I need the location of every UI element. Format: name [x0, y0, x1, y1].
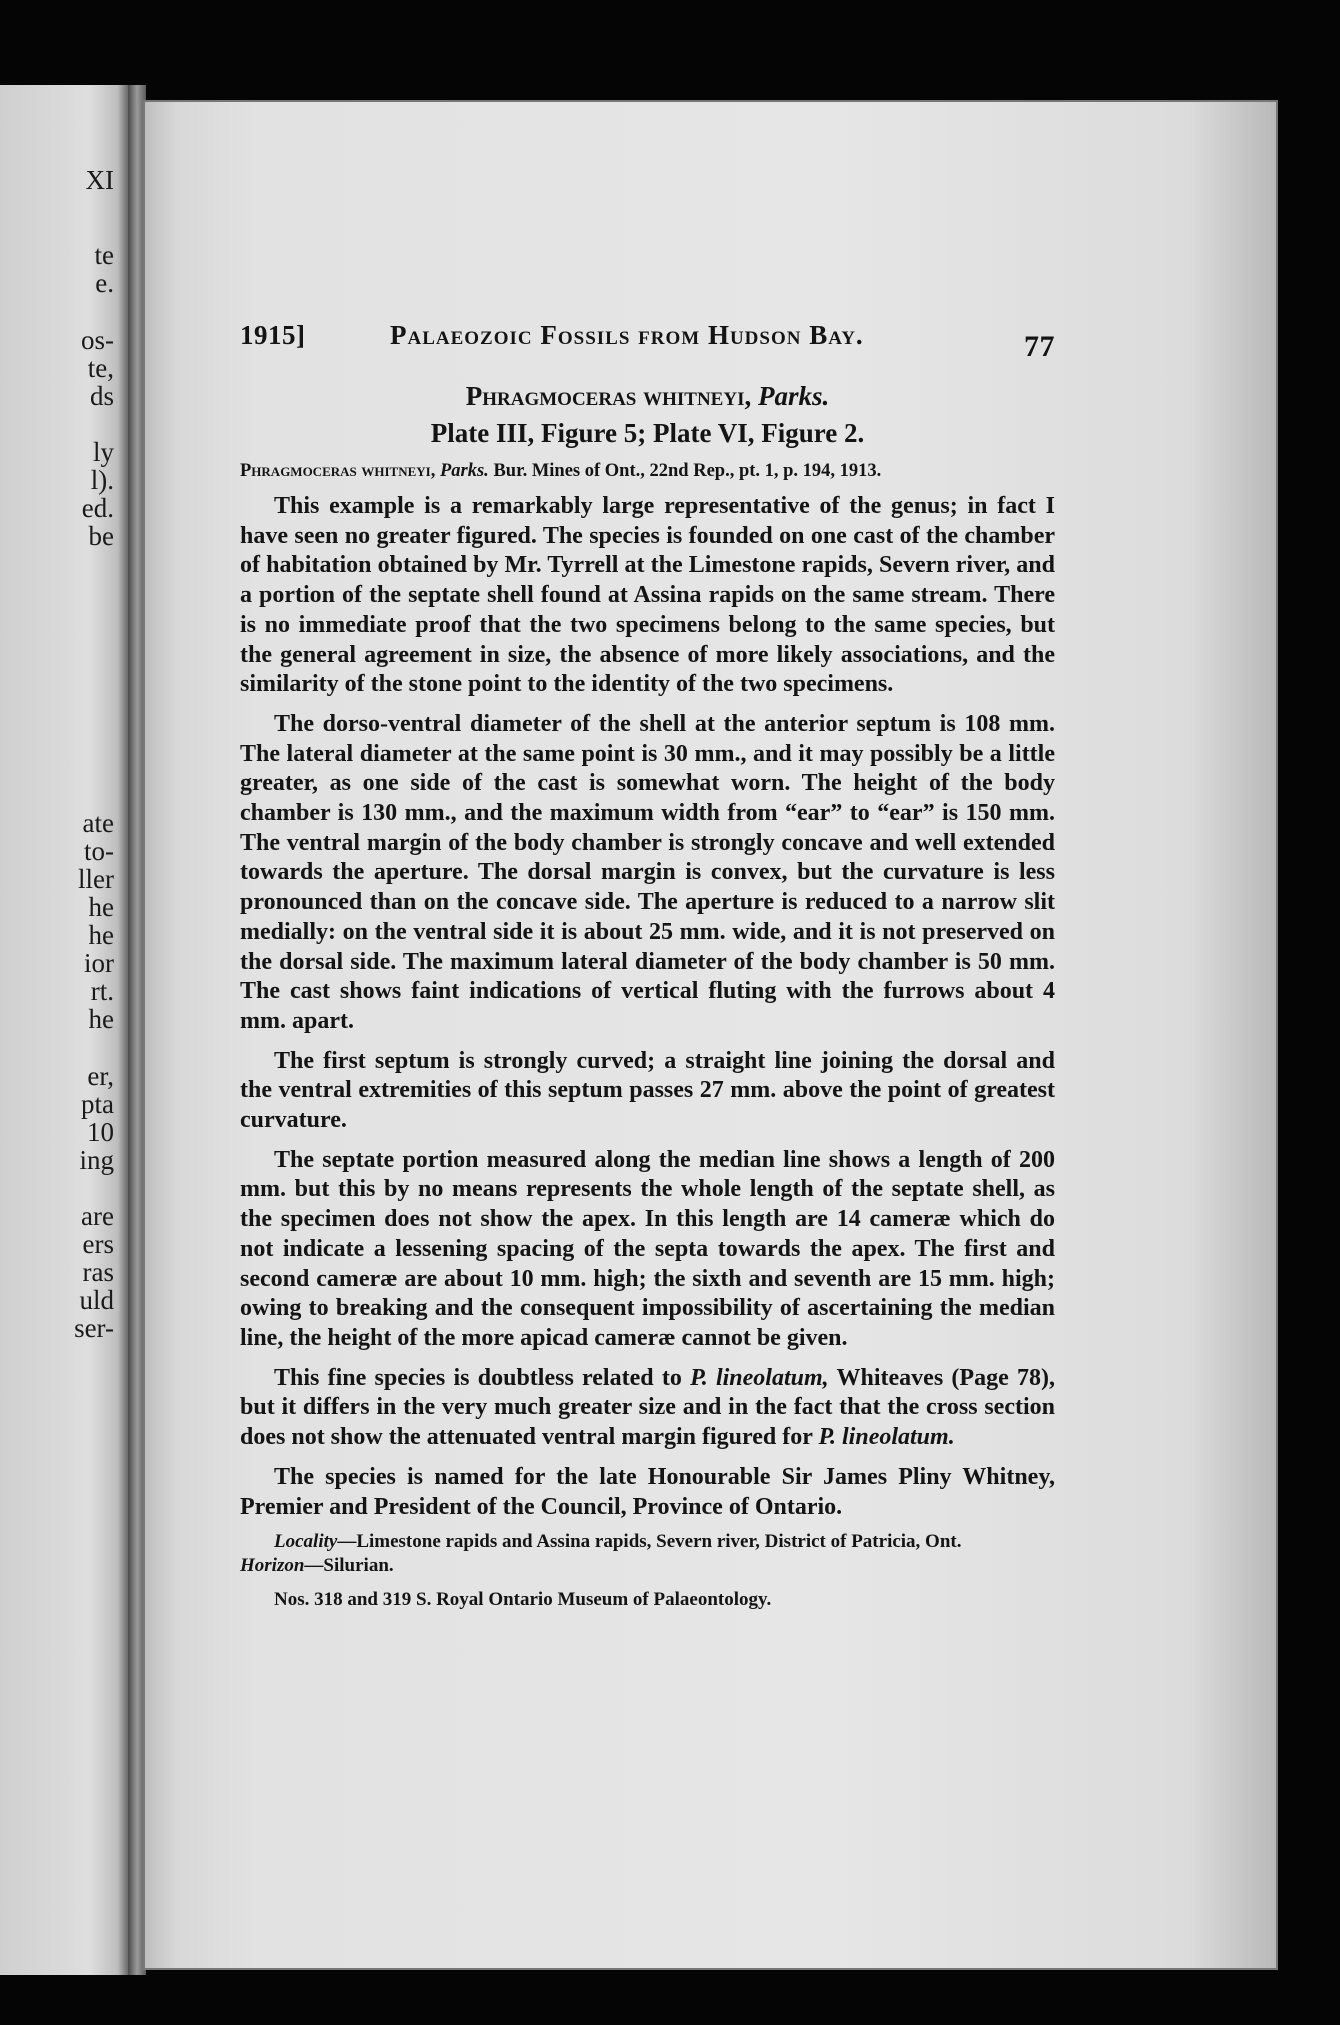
- facing-page-fragment: ior: [84, 948, 114, 978]
- header-title: Palaeozoic Fossils from Hudson Bay.: [390, 320, 864, 350]
- locality-label: Locality: [274, 1531, 338, 1553]
- facing-page-fragment: ing: [79, 1145, 114, 1175]
- species-heading: [240, 378, 1055, 414]
- facing-page-fragment: ers: [82, 1229, 114, 1259]
- facing-page-fragment: te,: [87, 353, 114, 383]
- paragraph-dimensions: The dorso-ventral diameter of the shell at the anterior septum is 108 mm. The lateral diameter at the same point is 30 mm., and it may possibly be a little greater, as one side of the cast is somewhat worn. The height of the body chamber is 130 mm., and the maximum width from “ear” to “ear” is 150 mm. The ventral margin of the body chamber is strongly concave and well extended towards the aperture. The dorsal margin is convex, but the curvature is less pronounced than on the concave side. The aperture is reduced to a narrow slit medially: on the ventral side it is about 25 mm. wide, and it is not preserved on the dorsal side. The maximum lateral diameter of the body chamber is 50 mm. The cast shows faint indications of vertical fluting with the furrows about 4 mm. apart.: [240, 710, 1055, 1034]
- facing-page-fragment: rt.: [90, 976, 114, 1006]
- related-text-middle: Whiteaves (Page 78), but it differs in the very much greater size and in the fact that the cross section does not show the attenuated ventral margin figured for: [240, 1364, 1056, 1451]
- locality-text: —Limestone rapids and Assina rapids, Severn river, District of Patricia, Ont.: [337, 1531, 962, 1553]
- facing-page-fragment: ly: [92, 437, 114, 467]
- paragraph-septate-portion: The septate portion measured along the median line shows a length of 200 mm. but this by no means represents the whole length of the septate shell, as the specimen does not show the apex. In this length are 14 cameræ which do not indicate a lessening spacing of the septa towards the apex. The first and second cameræ are about 10 mm. high; the sixth and seventh are 15 mm. high; owing to breaking and the consequent impossibility of ascertaining the median line, the height of the more apicad cameræ cannot be given.: [240, 1146, 1055, 1351]
- facing-page-fragment: he: [88, 892, 114, 922]
- paragraph-description: This example is a remarkably large representative of the genus; in fact I have seen no greater figured. The species is founded on one cast of the chamber of habitation obtained by Mr. Tyrrell at the Limestone rapids, Severn river, and a portion of the septate shell found at Assina rapids on the same stream. There is no immediate proof that the two specimens belong to the same species, but the general agreement in size, the absence of more likely associations, and the similarity of the stone point to the identity of the two specimens.: [240, 493, 1055, 698]
- facing-page-edge: [0, 85, 128, 1975]
- paragraph-naming: The species is named for the late Honourable Sir James Pliny Whitney, Premier and President of the Council, Province of Ontario.: [240, 1463, 1055, 1520]
- facing-page-fragment: pta: [81, 1089, 114, 1119]
- facing-page-fragment: uld: [79, 1285, 114, 1315]
- species-name: Phragmoceras whitneyi,: [465, 381, 752, 411]
- citation-reference: Bur. Mines of Ont., 22nd Rep., pt. 1, p. 194, 1913.: [493, 461, 882, 481]
- facing-page-fragment: XI: [85, 165, 114, 195]
- facing-page-fragment: ds: [89, 381, 114, 411]
- facing-page-fragment: ate: [82, 808, 114, 838]
- facing-page-fragment: be: [88, 521, 114, 551]
- facing-page-fragment: are: [81, 1201, 114, 1231]
- related-species-1: P. lineolatum,: [690, 1364, 829, 1391]
- facing-page-fragment: ras: [82, 1257, 114, 1287]
- facing-page-fragment: he: [88, 920, 114, 950]
- facing-page-fragment: he: [88, 1004, 114, 1034]
- facing-page-fragment: e.: [95, 268, 114, 298]
- synonymy-citation: [240, 456, 1055, 486]
- horizon-text: —Silurian.: [304, 1555, 394, 1577]
- species-author: Parks.: [757, 381, 830, 411]
- horizon-note: [240, 1554, 1055, 1578]
- citation-author: Parks.: [439, 461, 489, 481]
- horizon-label: Horizon: [240, 1555, 305, 1577]
- related-text-before: This fine species is doubtless related to: [274, 1364, 682, 1391]
- running-head: [240, 320, 1055, 366]
- facing-page-fragment: os-: [81, 325, 114, 355]
- facing-page-fragment: te: [94, 240, 114, 270]
- header-year: 1915]: [240, 320, 306, 350]
- page-content: [240, 320, 1055, 1612]
- facing-page-fragment: ller: [78, 864, 114, 894]
- facing-page-fragment: 10: [87, 1117, 114, 1147]
- facing-page-fragment: er,: [87, 1061, 114, 1091]
- specimen-numbers: Nos. 318 and 319 S. Royal Ontario Museum of Palaeontology.: [274, 1589, 772, 1611]
- facing-page-fragment: ed.: [81, 493, 114, 523]
- paragraph-related-species: [240, 1364, 1055, 1453]
- plate-reference: Plate III, Figure 5; Plate VI, Figure 2.: [430, 418, 865, 448]
- paragraph-first-septum: The first septum is strongly curved; a straight line joining the dorsal and the ventral extremities of this septum passes 27 mm. above the point of greatest curvature.: [240, 1047, 1055, 1134]
- facing-page-fragment: ser-: [74, 1313, 114, 1343]
- page-number: 77: [1024, 330, 1055, 363]
- facing-page-fragment: to-: [84, 836, 114, 866]
- facing-page-fragment: l).: [90, 465, 114, 495]
- citation-name: Phragmoceras whitneyi,: [240, 461, 436, 481]
- locality-note: [240, 1530, 1055, 1554]
- related-species-2: P. lineolatum.: [818, 1424, 955, 1451]
